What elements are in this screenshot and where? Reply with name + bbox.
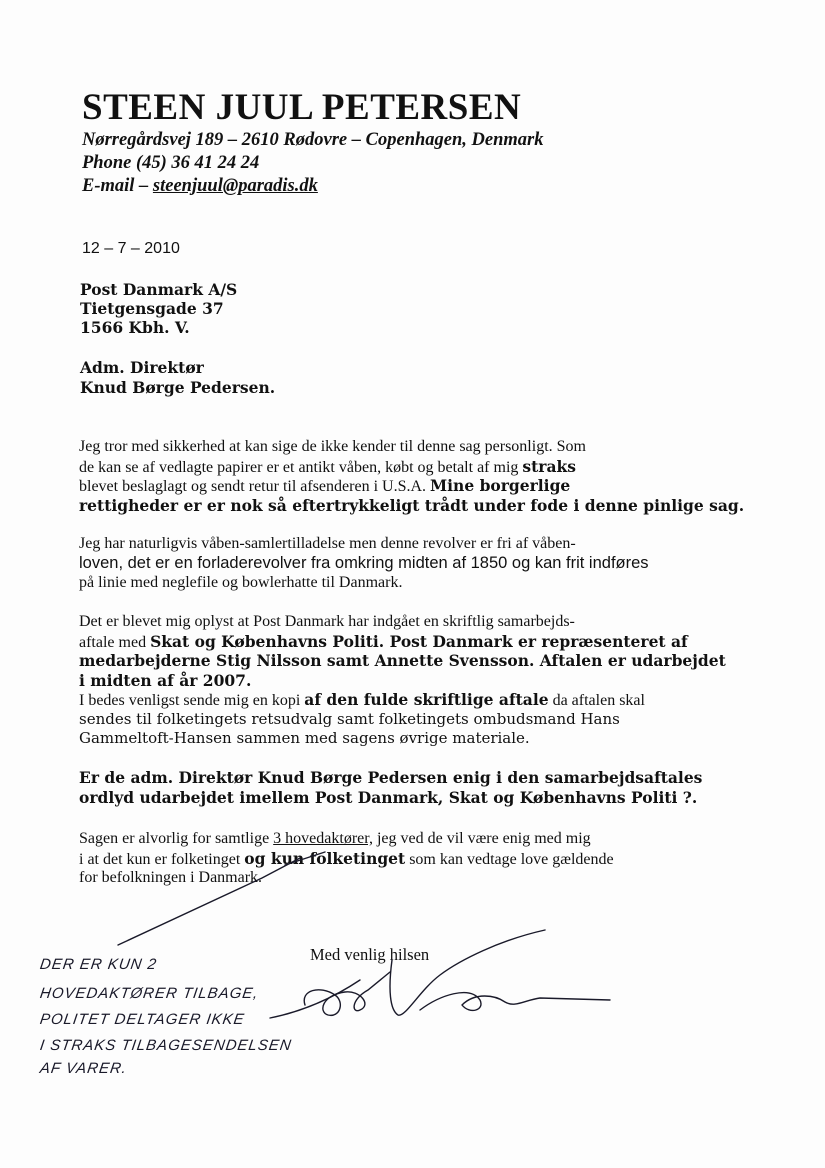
strike-line [285,852,325,865]
text-run: som kan vedtage love gældende [405,850,614,868]
text-run: jeg ved de vil være enig med mig [372,830,591,847]
handwritten-note-line: DER ER KUN 2 [38,956,159,973]
handwritten-note-line: AF VARER. [38,1060,129,1077]
handwritten-note-line: HOVEDAKTØRER TILBAGE, [38,985,260,1002]
recipient-city: 1566 Kbh. V. [80,318,190,337]
bold-text-line: i midten af år 2007. [79,670,252,690]
handwritten-note-line: POLITET DELTAGER IKKE [38,1011,246,1028]
text-run: i at det kun er folketinget [79,850,245,868]
sender-name: STEEN JUUL PETERSEN [82,87,522,128]
text-line: for befolkningen i Danmark. [79,869,263,886]
bold-text-line: medarbejderne Stig Nilsson samt Annette Svensson. Aftalen er udarbejdet [79,651,726,670]
text-run: blevet beslaglagt og sendt retur til afsenderen i U.S.A. [79,478,431,495]
recipient-person: Knud Børge Pedersen. [80,378,276,397]
underlined-text: 3 hovedaktører, [273,830,373,847]
handwritten-note-line: I STRAKS TILBAGESENDELSEN [38,1037,293,1054]
recipient-company: Post Danmark A/S [80,280,238,299]
bold-text-line: ordlyd udarbejdet imellem Post Danmark, Skat og Københavns Politi ?. [79,787,698,807]
bold-text-line: rettigheder er er nok så eftertrykkeligt trådt under fode i denne pinlige sag. [79,495,745,515]
recipient-street: Tietgensgade 37 [80,299,224,318]
recipient-title: Adm. Direktør [80,358,204,377]
text-line: Jeg tror med sikkerhed at kan sige de ikke kender til denne sag personligt. Som [79,438,586,455]
pointer-line [118,858,300,945]
bold-text: Mine borgerlige [430,476,571,495]
bold-text: straks [522,456,576,476]
email-label: E-mail – [82,176,153,196]
bold-text: og kun folketinget [244,848,406,868]
text-run: Sagen er alvorlig for samtlige [79,830,274,847]
bold-text-line: Er de adm. Direktør Knud Børge Pedersen enig i den samarbejdsaftales [79,768,703,787]
text-run: aftale med [79,633,151,651]
bold-text: af den fulde skriftlige aftale [304,690,549,709]
signature-loop [270,980,360,1018]
bold-text: Skat og Københavns Politi. Post Danmark er repræsenteret af [150,631,688,651]
letter-date: 12 – 7 – 2010 [82,240,180,257]
text-run: da aftalen skal [548,692,645,709]
text-run: sendes til folketingets retsudvalg samt folketingets ombudsmand Hans [79,709,620,728]
text-line: Det er blevet mig oplyst at Post Danmark har indgået en skriftlig samarbejds- [79,613,575,630]
email-link[interactable]: steenjuul@paradis.dk [152,176,318,196]
sender-address: Nørregårdsvej 189 – 2610 Rødovre – Copenhagen, Denmark [82,130,544,150]
closing-text: Med venlig hilsen [310,945,430,964]
text-line: Jeg har naturligvis våben-samlertilladelse men denne revolver er fri af våben- [79,535,576,552]
text-run: de kan se af vedlagte papirer er et antikt våben, købt og betalt af mig [79,458,523,476]
sender-phone: Phone (45) 36 41 24 24 [82,153,260,173]
text-line: på linie med neglefile og bowlerhatte til Danmark. [79,574,403,591]
text-run: loven, det er en forladerevolver fra omkring midten af 1850 og kan frit indføres [79,553,649,572]
signature [304,930,610,1015]
text-run: Gammeltoft-Hansen sammen med sagens øvrige materiale. [79,729,530,747]
text-run: I bedes venligst sende mig en kopi [79,692,305,709]
